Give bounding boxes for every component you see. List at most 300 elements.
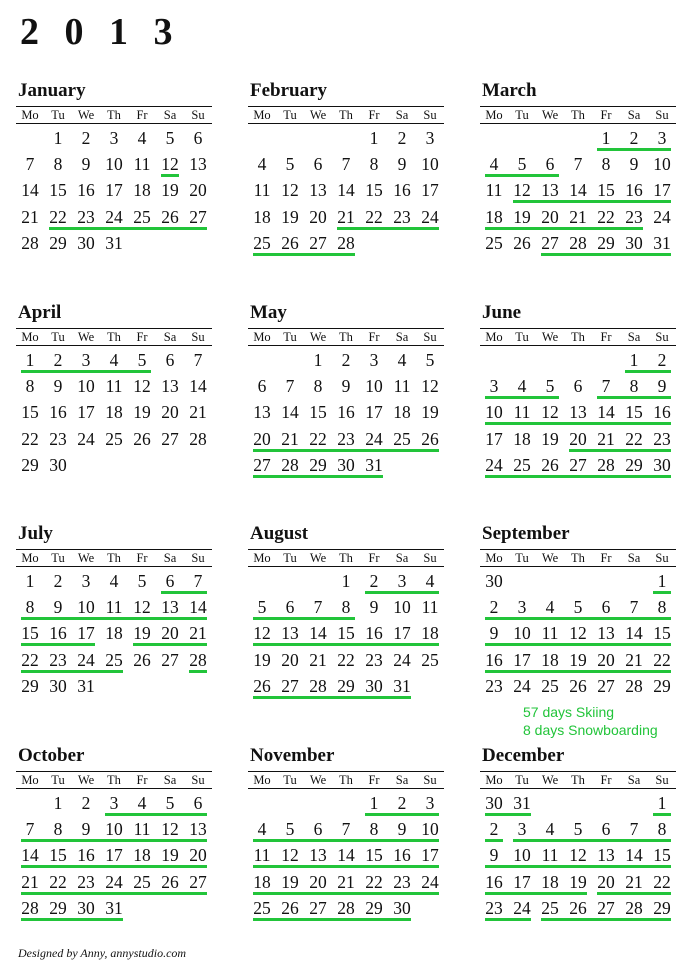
- weekday-label: Mo: [253, 330, 271, 344]
- day-cell: 5: [425, 350, 435, 370]
- month-december: [480, 745, 676, 935]
- day-cell: 29: [309, 454, 327, 475]
- weekday-header: [480, 328, 676, 346]
- activity-highlight: [49, 227, 207, 230]
- day-cell: 7: [193, 350, 203, 370]
- day-cell: 10: [77, 597, 95, 618]
- weekday-label: We: [77, 330, 95, 344]
- day-cell: 19: [281, 871, 299, 892]
- day-cell: 18: [253, 871, 271, 892]
- day-cell: 13: [281, 623, 299, 644]
- day-cell: 31: [653, 232, 671, 253]
- day-cell: 3: [425, 793, 435, 813]
- month-name: September: [482, 523, 570, 544]
- day-cell: 25: [421, 649, 439, 670]
- day-cell: 17: [365, 402, 383, 423]
- day-cell: 9: [53, 597, 63, 618]
- day-cell: 18: [421, 623, 439, 644]
- day-cell: 13: [541, 180, 559, 201]
- day-cell: 16: [49, 623, 67, 644]
- activity-highlight: [21, 839, 207, 842]
- day-cell: 12: [161, 154, 179, 175]
- day-cell: 17: [485, 428, 503, 449]
- day-cell: 17: [513, 871, 531, 892]
- weekday-label: Tu: [283, 773, 297, 787]
- month-name: May: [250, 302, 287, 323]
- day-cell: 27: [569, 454, 587, 475]
- weekday-label: Tu: [283, 330, 297, 344]
- day-cell: 20: [597, 871, 615, 892]
- day-cell: 9: [369, 597, 379, 618]
- day-cell: 14: [21, 845, 39, 866]
- day-cell: 25: [133, 871, 151, 892]
- day-cell: 1: [341, 571, 351, 591]
- day-cell: 19: [253, 649, 271, 670]
- day-cell: 27: [597, 675, 615, 696]
- day-cell: 19: [161, 845, 179, 866]
- day-cell: 4: [137, 128, 147, 148]
- day-cell: 4: [545, 819, 555, 840]
- day-cell: 2: [657, 350, 667, 370]
- day-cell: 23: [365, 649, 383, 670]
- day-cell: 30: [485, 793, 503, 813]
- weekday-label: Tu: [515, 773, 529, 787]
- weekday-label: Th: [571, 551, 585, 565]
- activity-highlight: [653, 591, 671, 594]
- day-cell: 23: [485, 897, 503, 918]
- activity-highlight: [597, 892, 671, 895]
- day-cell: 14: [189, 597, 207, 618]
- day-cell: 18: [393, 402, 411, 423]
- day-cell: 10: [485, 402, 503, 423]
- activity-highlight: [653, 813, 671, 816]
- day-cell: 19: [421, 402, 439, 423]
- activity-highlight: [337, 227, 439, 230]
- day-cell: 1: [601, 128, 611, 148]
- day-cell: 11: [421, 597, 439, 618]
- day-cell: 9: [53, 376, 63, 397]
- day-cell: 3: [489, 376, 499, 397]
- day-cell: 4: [257, 154, 267, 175]
- weekday-label: Th: [339, 330, 353, 344]
- activity-highlight: [253, 475, 383, 478]
- weekday-label: Tu: [51, 108, 65, 122]
- activity-highlight: [105, 813, 207, 816]
- month-name: April: [18, 302, 62, 323]
- day-cell: 23: [77, 871, 95, 892]
- day-cell: 12: [421, 376, 439, 397]
- month-august: [248, 523, 444, 713]
- activity-highlight: [253, 449, 439, 452]
- month-may: [248, 302, 444, 492]
- day-cell: 5: [573, 819, 583, 840]
- day-cell: 15: [365, 845, 383, 866]
- weekday-label: Mo: [485, 773, 503, 787]
- day-cell: 28: [597, 454, 615, 475]
- day-cell: 13: [253, 402, 271, 423]
- day-cell: 28: [625, 897, 643, 918]
- day-cell: 15: [309, 402, 327, 423]
- day-cell: 3: [81, 350, 91, 370]
- day-cell: 17: [105, 180, 123, 201]
- day-cell: 18: [105, 402, 123, 423]
- day-cell: 18: [133, 845, 151, 866]
- day-cell: 12: [281, 845, 299, 866]
- day-cell: 29: [597, 232, 615, 253]
- weekday-label: Sa: [627, 551, 641, 565]
- weekday-label: Mo: [21, 551, 39, 565]
- activity-highlight: [485, 839, 503, 842]
- day-cell: 16: [77, 180, 95, 201]
- day-cell: 26: [513, 232, 531, 253]
- day-cell: 20: [541, 206, 559, 227]
- month-name: March: [482, 80, 537, 101]
- day-cell: 18: [513, 428, 531, 449]
- weekday-label: Su: [655, 551, 669, 565]
- weekday-label: Su: [191, 551, 205, 565]
- weekday-label: Fr: [600, 108, 612, 122]
- weekday-header: [16, 106, 212, 124]
- day-cell: 10: [393, 597, 411, 618]
- day-cell: 13: [161, 597, 179, 618]
- day-cell: 25: [105, 649, 123, 670]
- day-cell: 1: [369, 793, 379, 813]
- day-cell: 25: [541, 675, 559, 696]
- day-cell: 9: [629, 154, 639, 175]
- day-cell: 17: [421, 845, 439, 866]
- day-cell: 6: [601, 597, 611, 618]
- day-cell: 26: [253, 675, 271, 696]
- activity-highlight: [21, 643, 95, 646]
- day-cell: 5: [517, 154, 527, 175]
- day-cell: 23: [77, 206, 95, 227]
- day-cell: 11: [105, 376, 123, 397]
- weekday-label: We: [541, 551, 559, 565]
- weekday-header: [16, 328, 212, 346]
- day-cell: 3: [369, 350, 379, 370]
- day-cell: 6: [193, 793, 203, 813]
- day-cell: 24: [421, 871, 439, 892]
- day-cell: 10: [421, 819, 439, 840]
- day-cell: 23: [393, 206, 411, 227]
- month-april: [16, 302, 212, 492]
- day-cell: 8: [341, 597, 351, 618]
- activity-highlight: [189, 670, 207, 673]
- day-cell: 28: [309, 675, 327, 696]
- day-cell: 21: [625, 649, 643, 670]
- day-cell: 4: [137, 793, 147, 813]
- day-cell: 28: [189, 649, 207, 670]
- day-cell: 1: [657, 571, 667, 591]
- day-cell: 16: [653, 402, 671, 423]
- weekday-label: Fr: [368, 108, 380, 122]
- month-september: [480, 523, 676, 713]
- weekday-label: Sa: [395, 551, 409, 565]
- day-cell: 4: [257, 819, 267, 840]
- activity-highlight: [21, 370, 151, 373]
- day-cell: 30: [49, 454, 67, 475]
- activity-highlight: [253, 865, 439, 868]
- day-cell: 31: [513, 793, 531, 813]
- day-cell: 1: [657, 793, 667, 813]
- activity-highlight: [485, 918, 531, 921]
- day-cell: 2: [489, 597, 499, 618]
- day-cell: 10: [105, 819, 123, 840]
- weekday-label: Mo: [253, 108, 271, 122]
- day-cell: 15: [21, 402, 39, 423]
- day-cell: 16: [625, 180, 643, 201]
- weekday-label: Mo: [485, 330, 503, 344]
- day-cell: 24: [365, 428, 383, 449]
- day-cell: 14: [625, 623, 643, 644]
- day-cell: 7: [601, 376, 611, 397]
- weekday-label: Sa: [395, 773, 409, 787]
- activity-highlight: [541, 253, 671, 256]
- day-cell: 23: [49, 428, 67, 449]
- day-cell: 5: [285, 154, 295, 175]
- activity-highlight: [21, 865, 207, 868]
- day-cell: 22: [309, 428, 327, 449]
- day-cell: 5: [573, 597, 583, 618]
- day-cell: 7: [341, 819, 351, 840]
- activity-highlight: [365, 813, 439, 816]
- day-cell: 10: [105, 154, 123, 175]
- day-cell: 20: [569, 428, 587, 449]
- day-cell: 12: [161, 819, 179, 840]
- day-cell: 27: [253, 454, 271, 475]
- day-cell: 2: [489, 819, 499, 840]
- day-cell: 24: [77, 428, 95, 449]
- day-cell: 6: [285, 597, 295, 618]
- day-cell: 2: [81, 128, 91, 148]
- weekday-label: Sa: [163, 773, 177, 787]
- day-cell: 31: [105, 232, 123, 253]
- day-cell: 1: [369, 128, 379, 148]
- day-cell: 31: [105, 897, 123, 918]
- weekday-label: Sa: [627, 773, 641, 787]
- weekday-label: Fr: [136, 773, 148, 787]
- day-cell: 5: [285, 819, 295, 840]
- day-cell: 8: [629, 376, 639, 397]
- day-cell: 27: [189, 871, 207, 892]
- weekday-label: Th: [571, 330, 585, 344]
- weekday-header: [480, 106, 676, 124]
- day-cell: 22: [49, 871, 67, 892]
- day-cell: 31: [77, 675, 95, 696]
- day-cell: 4: [489, 154, 499, 175]
- day-cell: 11: [253, 845, 271, 866]
- day-cell: 23: [393, 871, 411, 892]
- weekday-label: Tu: [515, 551, 529, 565]
- day-cell: 22: [653, 649, 671, 670]
- day-cell: 30: [625, 232, 643, 253]
- weekday-label: We: [309, 108, 327, 122]
- day-cell: 5: [257, 597, 267, 618]
- day-cell: 26: [541, 454, 559, 475]
- day-cell: 4: [545, 597, 555, 618]
- month-name: February: [250, 80, 328, 101]
- day-cell: 21: [21, 206, 39, 227]
- day-cell: 8: [657, 819, 667, 840]
- day-cell: 12: [133, 597, 151, 618]
- activity-highlight: [485, 617, 671, 620]
- day-cell: 24: [105, 871, 123, 892]
- month-name: August: [250, 523, 309, 544]
- activity-highlight: [513, 839, 671, 842]
- day-cell: 29: [21, 454, 39, 475]
- day-cell: 20: [189, 180, 207, 201]
- activity-highlight: [253, 892, 439, 895]
- day-cell: 6: [165, 350, 175, 370]
- day-cell: 1: [629, 350, 639, 370]
- day-cell: 25: [393, 428, 411, 449]
- day-cell: 3: [657, 128, 667, 148]
- day-cell: 28: [281, 454, 299, 475]
- day-cell: 25: [485, 232, 503, 253]
- day-cell: 15: [597, 180, 615, 201]
- day-cell: 6: [313, 154, 323, 175]
- activity-highlight: [597, 148, 671, 151]
- day-cell: 18: [485, 206, 503, 227]
- day-cell: 20: [189, 845, 207, 866]
- day-cell: 6: [193, 128, 203, 148]
- day-cell: 30: [49, 675, 67, 696]
- activity-highlight: [485, 892, 587, 895]
- activity-highlight: [253, 643, 439, 646]
- day-cell: 14: [309, 623, 327, 644]
- weekday-header: [248, 328, 444, 346]
- day-cell: 7: [193, 571, 203, 591]
- activity-highlight: [485, 865, 671, 868]
- activity-highlight: [597, 396, 671, 399]
- day-cell: 29: [337, 675, 355, 696]
- day-cell: 8: [601, 154, 611, 175]
- weekday-label: We: [541, 108, 559, 122]
- day-cell: 11: [541, 845, 559, 866]
- day-cell: 13: [189, 154, 207, 175]
- activity-highlight: [625, 370, 671, 373]
- day-cell: 26: [133, 649, 151, 670]
- weekday-header: [480, 771, 676, 789]
- day-cell: 27: [189, 206, 207, 227]
- day-cell: 6: [313, 819, 323, 840]
- weekday-label: Tu: [515, 108, 529, 122]
- day-cell: 18: [253, 206, 271, 227]
- skiing-note: 57 days Skiing: [523, 704, 615, 720]
- day-cell: 16: [393, 845, 411, 866]
- day-cell: 17: [393, 623, 411, 644]
- day-cell: 10: [513, 845, 531, 866]
- day-cell: 7: [629, 597, 639, 618]
- day-cell: 28: [569, 232, 587, 253]
- day-cell: 3: [397, 571, 407, 591]
- day-cell: 10: [653, 154, 671, 175]
- day-cell: 13: [597, 845, 615, 866]
- day-cell: 15: [49, 180, 67, 201]
- weekday-label: Fr: [368, 330, 380, 344]
- day-cell: 29: [21, 675, 39, 696]
- day-cell: 11: [393, 376, 411, 397]
- month-name: July: [18, 523, 53, 544]
- day-cell: 18: [133, 180, 151, 201]
- day-cell: 30: [77, 897, 95, 918]
- day-cell: 24: [421, 206, 439, 227]
- day-cell: 9: [81, 154, 91, 175]
- day-cell: 9: [341, 376, 351, 397]
- day-cell: 14: [597, 402, 615, 423]
- weekday-label: Th: [339, 773, 353, 787]
- day-cell: 8: [25, 376, 35, 397]
- weekday-label: Su: [423, 773, 437, 787]
- day-cell: 12: [569, 623, 587, 644]
- day-cell: 13: [189, 819, 207, 840]
- weekday-label: Fr: [136, 330, 148, 344]
- weekday-label: Th: [339, 551, 353, 565]
- day-cell: 26: [421, 428, 439, 449]
- day-cell: 21: [21, 871, 39, 892]
- snowboarding-note: 8 days Snowboarding: [523, 722, 658, 738]
- weekday-label: Th: [107, 551, 121, 565]
- weekday-header: [248, 106, 444, 124]
- day-cell: 21: [625, 871, 643, 892]
- weekday-label: Fr: [600, 773, 612, 787]
- day-cell: 25: [253, 232, 271, 253]
- day-cell: 24: [513, 897, 531, 918]
- day-cell: 30: [393, 897, 411, 918]
- weekday-label: Th: [107, 330, 121, 344]
- day-cell: 18: [105, 623, 123, 644]
- day-cell: 16: [485, 871, 503, 892]
- day-cell: 14: [189, 376, 207, 397]
- weekday-label: Mo: [253, 773, 271, 787]
- day-cell: 4: [109, 350, 119, 370]
- day-cell: 23: [625, 206, 643, 227]
- day-cell: 11: [541, 623, 559, 644]
- weekday-label: Sa: [627, 330, 641, 344]
- day-cell: 26: [161, 871, 179, 892]
- weekday-label: We: [309, 773, 327, 787]
- day-cell: 12: [513, 180, 531, 201]
- day-cell: 12: [541, 402, 559, 423]
- day-cell: 10: [77, 376, 95, 397]
- day-cell: 15: [365, 180, 383, 201]
- day-cell: 1: [313, 350, 323, 370]
- weekday-label: We: [541, 330, 559, 344]
- day-cell: 9: [489, 845, 499, 866]
- day-cell: 19: [569, 649, 587, 670]
- weekday-label: We: [309, 551, 327, 565]
- day-cell: 3: [517, 819, 527, 840]
- day-cell: 25: [513, 454, 531, 475]
- activity-highlight: [569, 449, 671, 452]
- month-march: [480, 80, 676, 270]
- day-cell: 15: [337, 623, 355, 644]
- weekday-label: Th: [571, 108, 585, 122]
- day-cell: 7: [629, 819, 639, 840]
- weekday-label: Fr: [368, 551, 380, 565]
- day-cell: 21: [337, 206, 355, 227]
- weekday-label: Th: [107, 108, 121, 122]
- day-cell: 19: [161, 180, 179, 201]
- day-cell: 22: [337, 649, 355, 670]
- weekday-label: Tu: [51, 551, 65, 565]
- day-cell: 4: [425, 571, 435, 591]
- activity-highlight: [133, 643, 207, 646]
- day-cell: 7: [341, 154, 351, 175]
- day-cell: 16: [337, 402, 355, 423]
- weekday-label: Th: [339, 108, 353, 122]
- day-cell: 12: [253, 623, 271, 644]
